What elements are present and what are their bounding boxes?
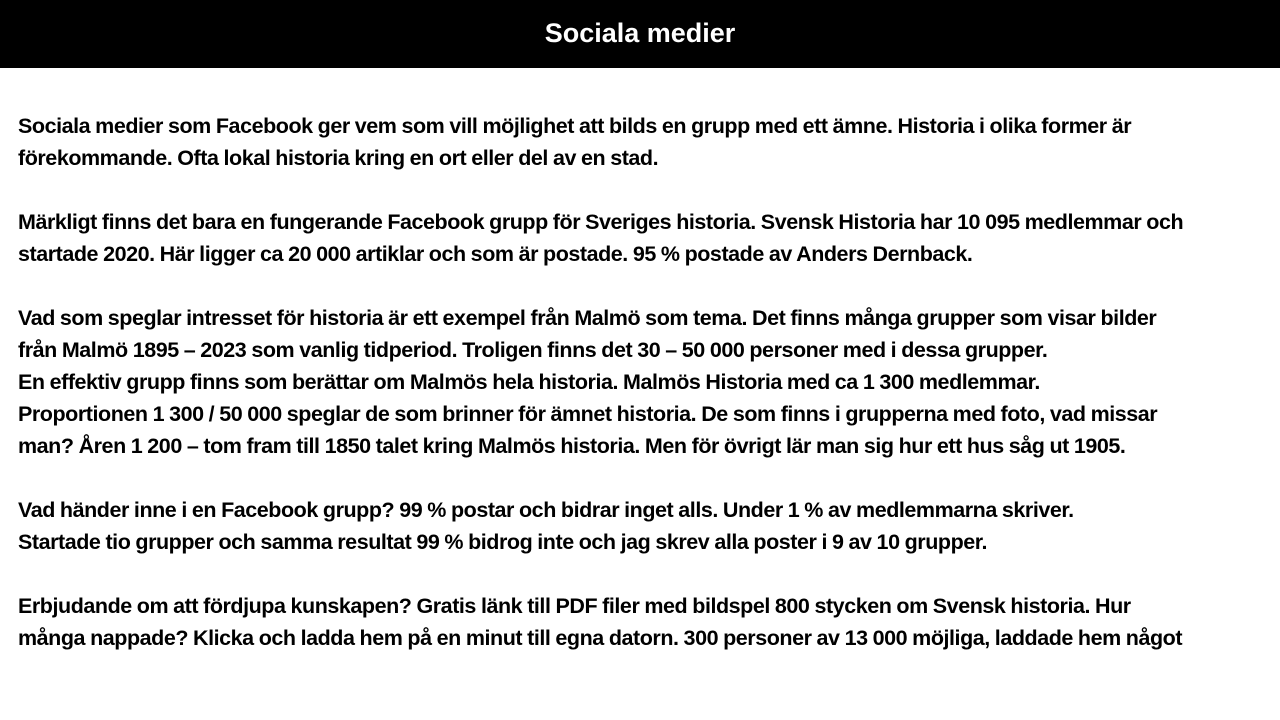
paragraph-intro [18,110,1276,174]
paragraph-svensk-historia [18,206,1276,270]
text-line: Proportionen 1 300 / 50 000 speglar de som brinner för ämnet historia. De som finns i grupperna med foto, vad missar [18,402,1158,426]
slide-body [18,110,1276,686]
text-line: En effektiv grupp finns som berättar om Malmös hela historia. Malmös Historia med ca 1 300 medlemmar. [18,370,1040,394]
text-line: från Malmö 1895 – 2023 som vanlig tidperiod. Troligen finns det 30 – 50 000 personer med i dessa grupper. [18,338,1048,362]
paragraph-facebook-group [18,494,1276,558]
text-line: förekommande. Ofta lokal historia kring en ort eller del av en stad. [18,146,659,170]
text-line: startade 2020. Här ligger ca 20 000 artiklar och som är postade. 95 % postade av Anders Dernback. [18,242,973,266]
text-line: Sociala medier som Facebook ger vem som vill möjlighet att bilds en grupp med ett ämne. Historia i olika former är [18,114,1132,138]
text-line: Erbjudande om att fördjupa kunskapen? Gratis länk till PDF filer med bildspel 800 stycken om Svensk historia. Hur [18,594,1131,618]
text-line: Startade tio grupper och samma resultat 99 % bidrog inte och jag skrev alla poster i 9 av 10 grupper. [18,530,988,554]
title-bar [0,0,1280,68]
text-line: man? Åren 1 200 – tom fram till 1850 talet kring Malmös historia. Men för övrigt lär man sig hur ett hus såg ut 1905. [18,434,1126,458]
slide-title: Sociala medier [544,18,736,48]
paragraph-offer [18,590,1276,654]
text-line: Vad händer inne i en Facebook grupp? 99 % postar och bidrar inget alls. Under 1 % av medlemmarna skriver. [18,498,1074,522]
text-line: många nappade? Klicka och ladda hem på en minut till egna datorn. 300 personer av 13 000 möjliga, laddade hem något [18,626,1183,650]
text-line: Märkligt finns det bara en fungerande Facebook grupp för Sveriges historia. Svensk Historia har 10 095 medlemmar och [18,210,1184,234]
text-line: Vad som speglar intresset för historia är ett exempel från Malmö som tema. Det finns många grupper som visar bilder [18,306,1157,330]
paragraph-malmo [18,302,1276,462]
